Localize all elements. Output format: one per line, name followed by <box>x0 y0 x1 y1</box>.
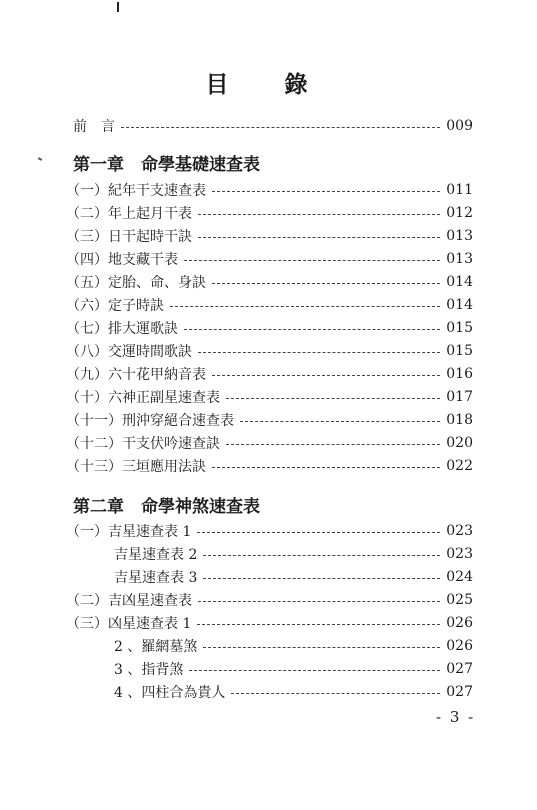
page-title: 目 錄 <box>205 72 332 98</box>
toc-entry[interactable] <box>0 272 537 292</box>
toc-entry-label: （七）排大運歌訣 <box>66 321 178 337</box>
toc-entry-page: 018 <box>446 412 473 428</box>
toc-entry-label: 2 、羅網墓煞 <box>114 639 198 655</box>
toc-entry-page: 015 <box>446 343 473 359</box>
toc-entry-label: （三）日干起時干訣 <box>66 229 192 245</box>
toc-entry-label: （三）凶星速查表 1 <box>66 616 192 632</box>
toc-entry-page: 023 <box>446 546 473 562</box>
toc-entry[interactable] <box>0 613 537 633</box>
toc-entry-label: 前 言 <box>73 119 115 135</box>
toc-entry-page: 013 <box>446 251 473 267</box>
toc-entry-page: 026 <box>446 638 473 654</box>
dot-leader <box>203 578 440 579</box>
dot-leader <box>240 421 440 422</box>
dot-leader <box>198 601 440 602</box>
toc-entry-page: 016 <box>446 366 473 382</box>
toc-entry-page: 022 <box>446 458 473 474</box>
toc-entry-label: （二）年上起月干表 <box>66 206 192 222</box>
toc-entry-page: 025 <box>446 592 473 608</box>
toc-entry-label: （二）吉凶星速查表 <box>66 593 192 609</box>
dot-leader <box>184 329 440 330</box>
toc-entry[interactable] <box>0 659 537 679</box>
toc-entry-preface[interactable] <box>0 116 537 136</box>
chapter-heading: 第一章 命學基礎速查表 <box>73 155 260 175</box>
dot-leader <box>203 647 440 648</box>
page-number: - 3 - <box>436 708 476 726</box>
toc-entry[interactable] <box>0 456 537 476</box>
toc-entry[interactable] <box>0 433 537 453</box>
toc-entry[interactable] <box>0 295 537 315</box>
toc-entry-page: 027 <box>446 661 473 677</box>
toc-entry-page: 023 <box>446 523 473 539</box>
toc-entry-label: （六）定子時訣 <box>66 298 164 314</box>
toc-entry-label: （四）地支藏干表 <box>66 252 178 268</box>
toc-entry-page: 014 <box>446 297 473 313</box>
dot-leader <box>197 532 440 533</box>
dot-leader <box>212 375 440 376</box>
toc-entry-label: （一）紀年干支速查表 <box>66 183 206 199</box>
dot-leader <box>121 127 440 128</box>
toc-entry-page: 026 <box>446 615 473 631</box>
toc-entry-label: （八）交運時間歌訣 <box>66 344 192 360</box>
dot-leader <box>212 283 440 284</box>
toc-entry-page: 017 <box>446 389 473 405</box>
toc-entry-page: 009 <box>446 118 473 134</box>
toc-entry-page: 020 <box>446 435 473 451</box>
toc-entry[interactable] <box>0 364 537 384</box>
toc-entry-page: 011 <box>446 182 473 198</box>
toc-entry[interactable] <box>0 636 537 656</box>
toc-entry[interactable] <box>0 249 537 269</box>
toc-entry[interactable] <box>0 203 537 223</box>
toc-entry-label: （五）定胎、命、身訣 <box>66 275 206 291</box>
dot-leader <box>189 670 440 671</box>
dot-leader <box>198 352 440 353</box>
dot-leader <box>170 306 440 307</box>
dot-leader <box>184 260 440 261</box>
toc-entry-page: 012 <box>446 205 473 221</box>
toc-entry-label: 4 、四柱合為貴人 <box>114 685 226 701</box>
dot-leader <box>212 467 440 468</box>
toc-entry-page: 015 <box>446 320 473 336</box>
toc-entry-label: （十三）三垣應用法訣 <box>66 459 206 475</box>
toc-entry-page: 014 <box>446 274 473 290</box>
toc-entry-label: （一）吉星速查表 1 <box>66 524 192 540</box>
scan-mark <box>38 157 42 161</box>
toc-entry-page: 013 <box>446 228 473 244</box>
toc-entry[interactable] <box>0 590 537 610</box>
dot-leader <box>198 214 440 215</box>
toc-entry[interactable] <box>0 682 537 702</box>
toc-entry[interactable] <box>0 567 537 587</box>
toc-entry-label: （十二）干支伏吟速查訣 <box>66 436 220 452</box>
dot-leader <box>231 693 440 694</box>
toc-entry-label: （九）六十花甲納音表 <box>66 367 206 383</box>
toc-entry[interactable] <box>0 410 537 430</box>
scan-mark <box>117 2 119 12</box>
toc-entry[interactable] <box>0 341 537 361</box>
dot-leader <box>226 398 440 399</box>
dot-leader <box>198 237 440 238</box>
toc-entry[interactable] <box>0 318 537 338</box>
toc-entry-label: 3 、指背煞 <box>114 662 184 678</box>
dot-leader <box>212 191 440 192</box>
toc-entry[interactable] <box>0 226 537 246</box>
chapter-heading: 第二章 命學神煞速查表 <box>73 497 260 517</box>
toc-entry-page: 024 <box>446 569 473 585</box>
toc-entry-page: 027 <box>446 684 473 700</box>
toc-entry[interactable] <box>0 521 537 541</box>
dot-leader <box>226 444 440 445</box>
dot-leader <box>197 624 440 625</box>
toc-entry-label: 吉星速查表 3 <box>114 570 198 586</box>
toc-entry[interactable] <box>0 544 537 564</box>
dot-leader <box>203 555 440 556</box>
toc-entry[interactable] <box>0 387 537 407</box>
toc-entry-label: （十）六神正副星速查表 <box>66 390 220 406</box>
toc-entry[interactable] <box>0 180 537 200</box>
toc-entry-label: （十一）刑沖穿絕合速查表 <box>66 413 234 429</box>
toc-entry-label: 吉星速查表 2 <box>114 547 198 563</box>
